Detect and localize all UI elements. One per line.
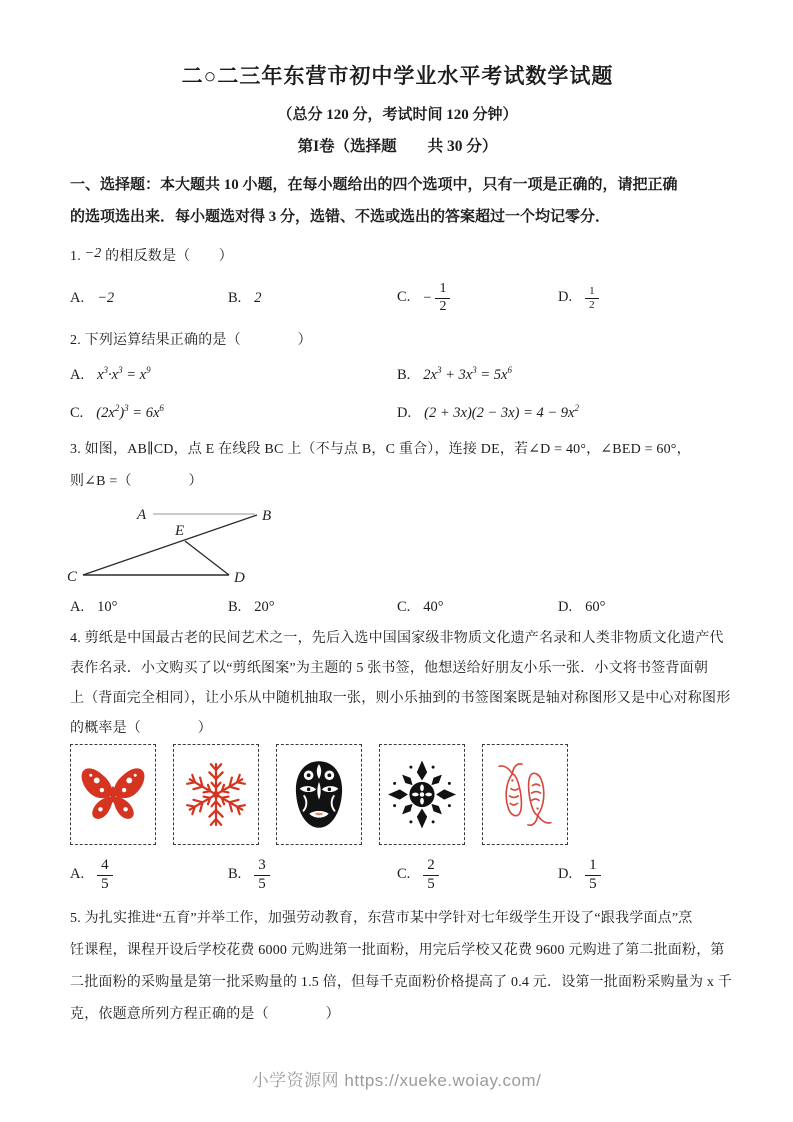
q2-option-c: C. $(2x^2)^3 = 6x^6$ xyxy=(70,403,164,422)
mandala-papercut-icon xyxy=(385,750,459,839)
q5-stem-line-2: 饪课程，课程开设后学校花费 6000 元购进第一批面粉，用完后学校又花费 9600 元购进了第二批面粉，第 xyxy=(70,943,725,958)
fraction: $\frac{1}{5}$ xyxy=(585,857,601,893)
instructions-line-1: 一、选择题：本大题共 10 小题，在每小题给出的四个选项中，只有一项是正确的，请把正确 xyxy=(70,177,678,193)
point-label-A: A xyxy=(137,507,147,523)
stamp-snowflake xyxy=(173,744,259,845)
segment-ED xyxy=(185,541,229,575)
koi-fish-papercut-icon xyxy=(488,750,562,839)
stamp-koi-fish xyxy=(482,744,568,845)
q1-option-c: C. − $\frac{1}{2}$ xyxy=(397,281,558,314)
footer-url-link[interactable]: https://xueke.woiay.com/ xyxy=(344,1071,542,1090)
question-1 xyxy=(70,239,725,322)
q3-geometry-figure xyxy=(65,498,725,590)
butterfly-papercut-icon xyxy=(76,750,150,839)
q2-option-b: B. $2x^3 + 3x^3 = 5x^6$ xyxy=(397,365,512,384)
q3-stem-line-2: 则∠B =（ ） xyxy=(70,474,203,489)
q1-option-d: D. $\frac{1}{2}$ xyxy=(558,285,725,310)
segment-CB xyxy=(83,515,257,575)
instructions-paragraph xyxy=(70,169,725,233)
snowflake-papercut-icon xyxy=(179,750,253,839)
instructions-line-2: 的选项选出来．每小题选对得 3 分，选错、不选或选出的答案超过一个均记零分． xyxy=(70,209,611,225)
q5-stem-line-4: 克，依题意所列方程正确的是（ ） xyxy=(70,1007,340,1022)
q4-option-b: B. $\frac{3}{5}$ xyxy=(228,857,397,893)
q4-option-a: A. $\frac{4}{5}$ xyxy=(70,857,228,893)
q2-option-d: D. $(2 + 3x)(2 - 3x) = 4 - 9x^2$ xyxy=(397,403,579,422)
q5-stem-line-3: 二批面粉的采购量是第一批采购量的 1.5 倍，但每千克面粉价格提高了 0.4 元．设第一批面粉采购量为 x 千 xyxy=(70,975,732,990)
q5-stem-line-1: 5. 为扎实推进“五育”并举工作，加强劳动教育，东营市某中学针对七年级学生开设了“跟我学面点”烹 xyxy=(70,911,693,926)
question-2 xyxy=(70,326,725,426)
stamp-butterfly xyxy=(70,744,156,845)
point-label-C: C xyxy=(67,569,78,585)
stamp-opera-mask xyxy=(276,744,362,845)
fraction: $\frac{4}{5}$ xyxy=(97,857,113,893)
q3-option-c: C. 40° xyxy=(397,598,444,615)
point-label-B: B xyxy=(262,508,272,524)
q1-stem xyxy=(70,239,725,272)
point-label-D: D xyxy=(234,570,245,586)
opera-mask-papercut-icon xyxy=(282,750,356,839)
q4-stem-line-4: 的概率是（ ） xyxy=(70,721,212,736)
q2-stem: 2. 下列运算结果正确的是（ ） xyxy=(70,333,312,348)
question-5 xyxy=(70,903,732,1031)
q1-stem-math: −2 xyxy=(84,246,102,261)
q2-options xyxy=(70,362,725,426)
page-title: 二○二三年东营市初中学业水平考试数学试题 xyxy=(181,64,614,88)
fraction: $\frac{1}{2}$ xyxy=(435,281,450,314)
score-time-subtitle: （总分 120 分，考试时间 120 分钟） xyxy=(277,107,518,123)
fraction: $\frac{1}{2}$ xyxy=(585,285,599,310)
fraction: $\frac{3}{5}$ xyxy=(254,857,270,893)
footer xyxy=(0,1066,793,1091)
q1-option-a: A. −2 xyxy=(70,289,115,306)
q4-stem-line-3: 上（背面完全相同），让小乐从中随机抽取一张，则小乐抽到的书签图案既是轴对称图形又是中心对称图形 xyxy=(70,691,731,706)
q1-number: 1. xyxy=(70,249,81,264)
section-header: 第I卷（选择题 共 30 分） xyxy=(297,138,498,155)
fraction: $\frac{2}{5}$ xyxy=(423,857,439,893)
q1-options-row xyxy=(70,274,725,322)
q3-option-b: B. 20° xyxy=(228,598,275,615)
q3-stem-line-1: 3. 如图，AB∥CD，点 E 在线段 BC 上（不与点 B，C 重合），连接 DE，若∠D = 40°，∠BED = 60°， xyxy=(70,442,691,457)
q3-option-a: A. 10° xyxy=(70,598,118,615)
q4-option-d: D. $\frac{1}{5}$ xyxy=(558,857,725,893)
footer-site-name: 小学资源网 xyxy=(251,1071,340,1090)
q1-stem-text: 的相反数是（ ） xyxy=(105,249,233,264)
q3-option-d: D. 60° xyxy=(558,598,606,615)
q4-stem-line-2: 表作名录．小文购买了以“剪纸图案”为主题的 5 张书签，他想送给好朋友小乐一张．小文将书签背面朝 xyxy=(70,661,709,676)
q4-stem-line-1: 4. 剪纸是中国最古老的民间艺术之一，先后入选中国国家级非物质文化遗产名录和人类非物质文化遗产代 xyxy=(70,631,724,646)
q2-option-a: A. $x^3\cdot x^3 = x^9$ xyxy=(70,365,151,384)
stamp-mandala xyxy=(379,744,465,845)
point-label-E: E xyxy=(175,523,185,539)
q1-option-b: B. 2 xyxy=(228,289,262,306)
q4-options-row xyxy=(70,851,725,899)
question-3 xyxy=(67,434,725,620)
q3-options-row xyxy=(70,594,725,620)
q4-option-c: C. $\frac{2}{5}$ xyxy=(397,857,558,893)
question-4 xyxy=(70,624,731,899)
bookmark-stamps-row xyxy=(70,744,725,845)
